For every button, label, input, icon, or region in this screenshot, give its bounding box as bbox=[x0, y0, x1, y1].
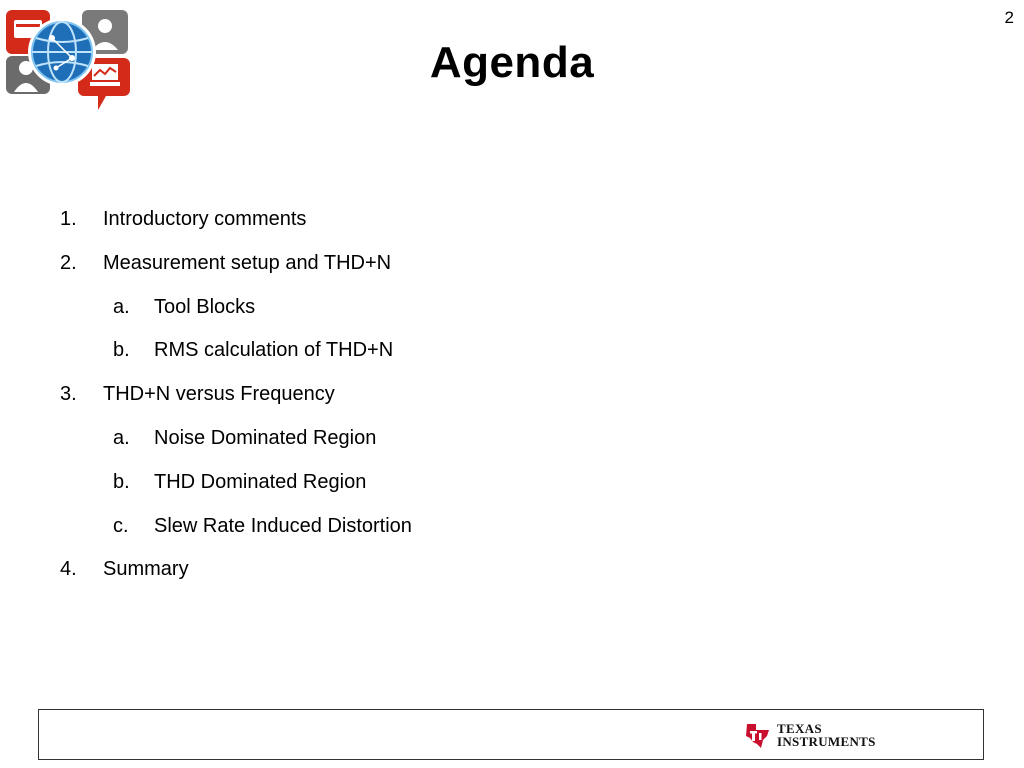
agenda-item-text: Measurement setup and THD+N bbox=[103, 251, 392, 274]
agenda-subitem-text: Tool Blocks bbox=[154, 295, 256, 318]
agenda-item-text: Introductory comments bbox=[103, 208, 307, 230]
agenda-item bbox=[60, 380, 760, 424]
agenda-item-marker: 1. bbox=[60, 208, 77, 230]
agenda-item bbox=[60, 555, 760, 599]
agenda-item-marker: 2. bbox=[60, 251, 77, 274]
agenda-subitem bbox=[60, 512, 760, 556]
agenda-subitem bbox=[60, 293, 760, 337]
agenda-subitem bbox=[60, 424, 760, 468]
agenda-item-marker: 4. bbox=[60, 558, 77, 581]
agenda-item bbox=[60, 205, 760, 249]
agenda-subitem-text: Slew Rate Induced Distortion bbox=[154, 514, 412, 537]
agenda-list bbox=[60, 205, 760, 599]
agenda-subitem-text: RMS calculation of THD+N bbox=[154, 339, 394, 362]
agenda-item bbox=[60, 249, 760, 293]
texas-instruments-logo bbox=[743, 718, 876, 752]
slide-title: Agenda bbox=[429, 38, 595, 87]
agenda-subitem-marker: b. bbox=[113, 470, 130, 493]
ti-logo-line1: TEXAS bbox=[777, 721, 822, 736]
footer-bar bbox=[38, 709, 984, 760]
agenda-subitem-text: THD Dominated Region bbox=[154, 470, 367, 493]
ti-logo-line2: INSTRUMENTS bbox=[777, 734, 876, 749]
agenda-subitem bbox=[60, 336, 760, 380]
agenda-subitem-marker: a. bbox=[113, 426, 130, 449]
page-number: 2 bbox=[1004, 8, 1014, 27]
texas-state-icon bbox=[743, 720, 773, 750]
agenda-subitem-marker: c. bbox=[113, 514, 129, 537]
agenda-item-text: THD+N versus Frequency bbox=[103, 383, 335, 406]
agenda-item-marker: 3. bbox=[60, 383, 77, 406]
agenda-subitem-marker: a. bbox=[113, 295, 130, 318]
agenda-item-text: Summary bbox=[103, 558, 189, 581]
agenda-subitem-marker: b. bbox=[113, 339, 130, 362]
agenda-subitem-text: Noise Dominated Region bbox=[154, 426, 377, 449]
agenda-subitem bbox=[60, 468, 760, 512]
